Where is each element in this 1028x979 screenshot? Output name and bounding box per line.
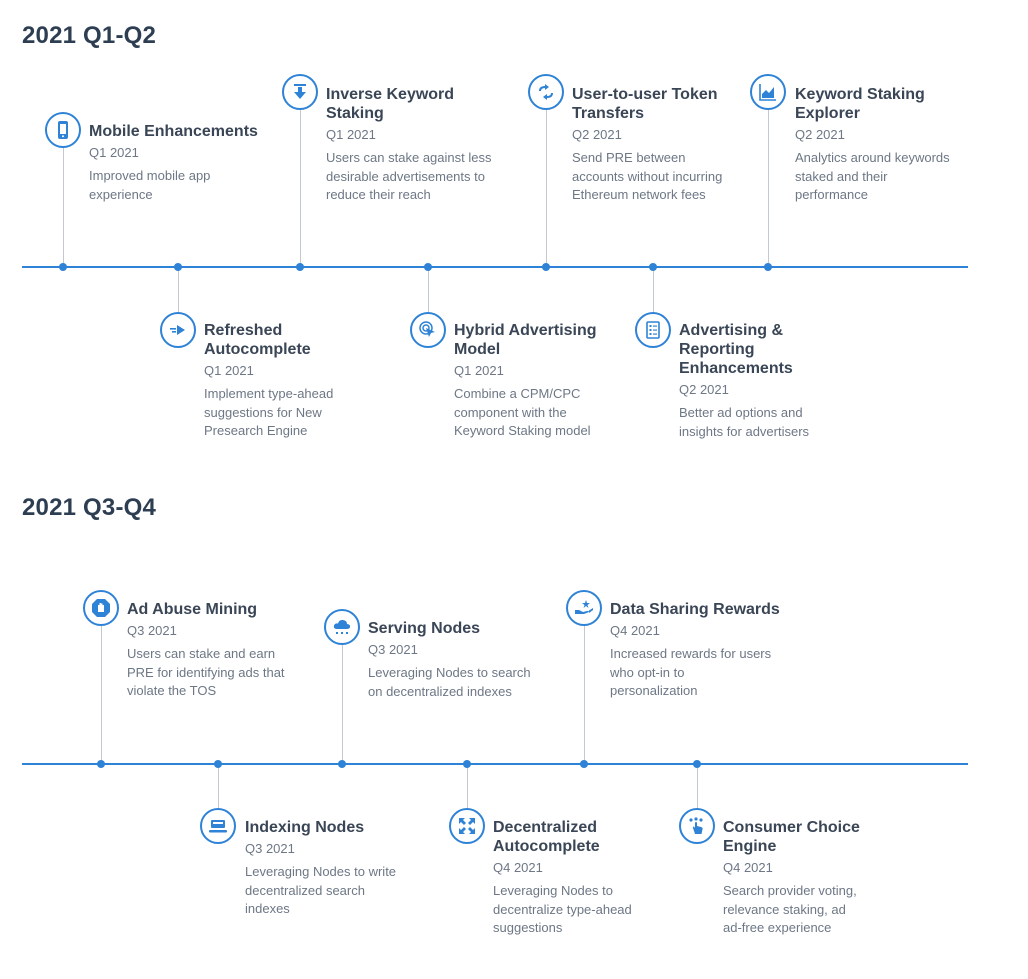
- milestone-card: [326, 85, 491, 205]
- milestone-title: Consumer Choice Engine: [723, 819, 860, 855]
- milestone-title: Ad Abuse Mining: [127, 601, 258, 618]
- down-arrow-icon: [282, 74, 318, 110]
- milestone-title: Refreshed Autocomplete: [204, 322, 311, 358]
- milestone-card: [493, 818, 632, 938]
- timeline-axis: [22, 763, 968, 765]
- milestone-date: Q4 2021: [610, 623, 660, 638]
- section-title: 2021 Q3-Q4: [22, 494, 157, 521]
- timeline-dot: [463, 760, 471, 768]
- hand-exchange-icon: [528, 74, 564, 110]
- milestone-card: [795, 85, 950, 205]
- milestone-title: Hybrid Advertising Model: [454, 322, 597, 358]
- milestone-description: Combine a CPM/CPC component with the Keyword Staking model: [454, 386, 591, 438]
- milestone-card: [679, 321, 809, 441]
- timeline-dot: [174, 263, 182, 271]
- cloud-network-icon: [324, 609, 360, 645]
- milestone-description: Leveraging Nodes to decentralize type-ahead suggestions: [493, 883, 632, 935]
- milestone-date: Q1 2021: [454, 363, 504, 378]
- timeline-dot: [580, 760, 588, 768]
- mobile-phone-icon: [45, 112, 81, 148]
- milestone-card: [127, 600, 285, 701]
- timeline-dot: [424, 263, 432, 271]
- milestone-title: User-to-user Token Transfers: [572, 86, 718, 122]
- timeline-dot: [542, 263, 550, 271]
- milestone-date: Q3 2021: [245, 841, 295, 856]
- timeline-stem: [584, 625, 585, 764]
- milestone-title: Keyword Staking Explorer: [795, 86, 925, 122]
- milestone-card: [368, 619, 531, 701]
- timeline-dot: [693, 760, 701, 768]
- milestone-date: Q4 2021: [723, 860, 773, 875]
- milestone-card: [89, 122, 258, 204]
- milestone-card: [245, 818, 396, 919]
- milestone-card: [610, 600, 780, 701]
- timeline-stem: [101, 625, 102, 764]
- milestone-description: Increased rewards for users who opt-in to personalization: [610, 646, 772, 698]
- area-chart-icon: [750, 74, 786, 110]
- timeline-stem: [300, 110, 301, 267]
- milestone-title: Mobile Enhancements: [89, 123, 258, 140]
- milestone-date: Q1 2021: [204, 363, 254, 378]
- expand-arrows-icon: [449, 808, 485, 844]
- milestone-card: [204, 321, 333, 441]
- milestone-title: Inverse Keyword Staking: [326, 86, 455, 122]
- milestone-date: Q3 2021: [368, 642, 418, 657]
- milestone-date: Q2 2021: [795, 127, 845, 142]
- milestone-card: [454, 321, 597, 441]
- milestone-description: Search provider voting, relevance staking, ad ad-free experience: [723, 883, 857, 935]
- hand-reward-icon: [566, 590, 602, 626]
- section-title: 2021 Q1-Q2: [22, 22, 157, 49]
- timeline-stem: [768, 110, 769, 267]
- timeline-dot: [764, 263, 772, 271]
- milestone-card: [572, 85, 722, 205]
- milestone-date: Q4 2021: [493, 860, 543, 875]
- milestone-description: Leveraging Nodes to write decentralized search indexes: [245, 864, 397, 916]
- milestone-title: Advertising & Reporting Enhancements: [679, 322, 793, 377]
- milestone-date: Q2 2021: [679, 382, 729, 397]
- milestone-date: Q3 2021: [127, 623, 177, 638]
- cursor-click-icon: [410, 312, 446, 348]
- milestone-description: Send PRE between accounts without incurring Ethereum network fees: [572, 150, 723, 202]
- milestone-description: Users can stake and earn PRE for identifying ads that violate the TOS: [127, 646, 285, 698]
- milestone-title: Data Sharing Rewards: [610, 601, 780, 618]
- timeline-stem: [342, 645, 343, 764]
- milestone-description: Better ad options and insights for advertisers: [679, 405, 810, 439]
- milestone-description: Analytics around keywords staked and their performance: [795, 150, 950, 202]
- timeline-dot: [649, 263, 657, 271]
- milestone-description: Improved mobile app experience: [89, 168, 211, 202]
- milestone-date: Q2 2021: [572, 127, 622, 142]
- timeline-dot: [296, 263, 304, 271]
- timeline-stem: [546, 110, 547, 267]
- timeline-dot: [338, 760, 346, 768]
- server-node-icon: [200, 808, 236, 844]
- fast-forward-arrow-icon: [160, 312, 196, 348]
- milestone-date: Q1 2021: [326, 127, 376, 142]
- milestone-card: [723, 818, 860, 938]
- timeline-axis: [22, 266, 968, 268]
- stop-hand-icon: [83, 590, 119, 626]
- report-list-icon: [635, 312, 671, 348]
- milestone-title: Serving Nodes: [368, 620, 481, 637]
- milestone-description: Users can stake against less desirable advertisements to reduce their reach: [326, 150, 492, 202]
- timeline-dot: [97, 760, 105, 768]
- timeline-dot: [59, 263, 67, 271]
- milestone-title: Indexing Nodes: [245, 819, 365, 836]
- timeline-dot: [214, 760, 222, 768]
- milestone-date: Q1 2021: [89, 145, 139, 160]
- milestone-description: Leveraging Nodes to search on decentralized indexes: [368, 665, 531, 699]
- milestone-title: Decentralized Autocomplete: [493, 819, 600, 855]
- timeline-stem: [63, 147, 64, 267]
- milestone-description: Implement type-ahead suggestions for New Presearch Engine: [204, 386, 334, 438]
- hand-pointer-icon: [679, 808, 715, 844]
